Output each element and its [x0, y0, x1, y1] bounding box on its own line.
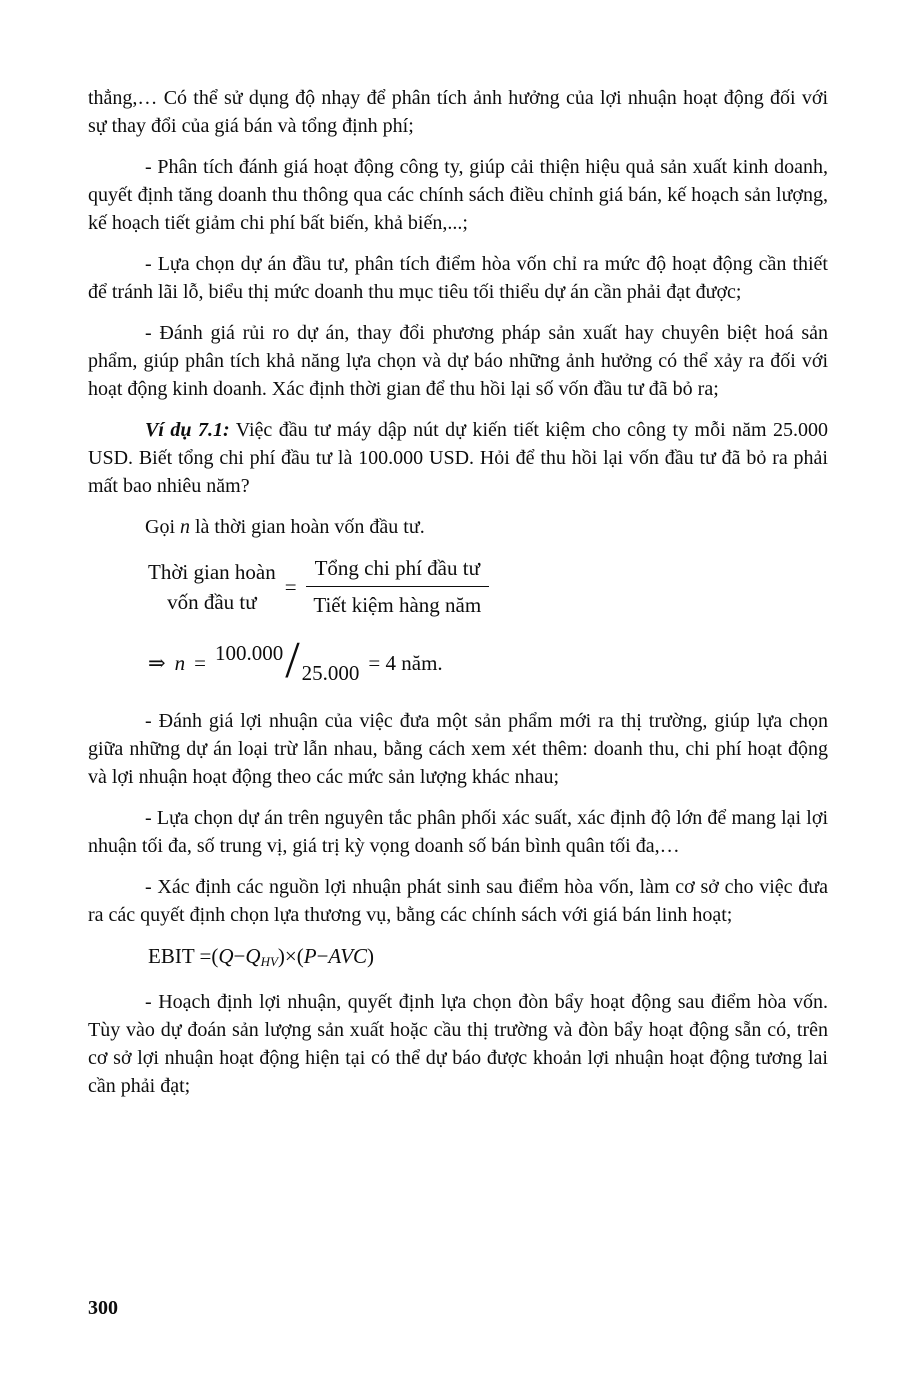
paragraph-profit-evaluation: - Đánh giá lợi nhuận của việc đưa một sản phẩm mới ra thị trường, giúp lựa chọn giữa những dự án loại trừ lẫn nhau, bằng cách xem xét thêm: doanh thu, chi phí hoạt động và lợi nhuận hoạt động theo các mức sản lượng khác nhau;	[88, 710, 828, 788]
equals-sign: =	[194, 651, 206, 675]
goi-n-post: là thời gian hoàn vốn đầu tư.	[190, 516, 425, 538]
formula-lhs-line1: Thời gian hoàn	[148, 559, 276, 584]
equals-sign: =	[284, 574, 297, 599]
open-paren: (	[211, 944, 219, 968]
paragraph-sensitivity: thẳng,… Có thể sử dụng độ nhạy để phân tích ảnh hưởng của lợi nhuận hoạt động đối với sự thay đổi của giá bán và tổng định phí;	[88, 87, 828, 137]
payback-period-formula	[148, 554, 828, 619]
close-paren: )	[277, 944, 285, 968]
variable-q-hv: Q	[245, 944, 261, 968]
paragraph-example-7-1	[88, 416, 828, 500]
goi-n-variable: n	[180, 516, 190, 538]
calc-denominator: 25.000	[301, 661, 360, 685]
goi-n-pre: Gọi	[145, 516, 180, 538]
fraction-numerator: Tổng chi phí đầu tư	[306, 554, 489, 587]
paragraph-profit-sources: - Xác định các nguồn lợi nhuận phát sinh sau điểm hòa vốn, làm cơ sở cho việc đưa ra các quyết định chọn lựa thương vụ, bằng các chính sách với giá bán linh hoạt;	[88, 876, 828, 926]
example-label: Ví dụ 7.1:	[145, 419, 230, 441]
paragraph-profit-planning: - Hoạch định lợi nhuận, quyết định lựa chọn đòn bẩy hoạt động sau điểm hòa vốn. Tùy vào dự đoán sản lượng sản xuất hoặc cầu thị trường và đòn bẩy hoạt động sẵn có, trên cơ sở lợi nhuận hoạt động hiện tại có thể dự báo được khoản lợi nhuận hoạt động tương lai cần phải đạt;	[88, 991, 828, 1097]
close-paren-2: )	[367, 944, 375, 968]
fraction-denominator: Tiết kiệm hàng năm	[313, 593, 482, 617]
calc-result: = 4 năm.	[368, 651, 443, 675]
formula-lhs-line2: vốn đầu tư	[167, 589, 257, 614]
times-sign: ×	[284, 944, 297, 968]
variable-n: n	[174, 651, 186, 675]
paragraph-project-selection: - Lựa chọn dự án đầu tư, phân tích điểm hòa vốn chỉ ra mức độ hoạt động cần thiết để tránh lãi lỗ, biểu thị mức doanh thu mục tiêu tối thiểu dự án cần phải đạt được;	[88, 253, 828, 303]
payback-calculation	[148, 632, 828, 689]
subscript-hv: HV	[260, 954, 278, 969]
open-paren-2: (	[296, 944, 304, 968]
page-number: 300	[88, 1297, 118, 1319]
variable-p: P	[303, 944, 317, 968]
minus-sign: −	[233, 944, 246, 968]
example-text: Việc đầu tư máy dập nút dự kiến tiết kiệm cho công ty mỗi năm 25.000 USD. Biết tổng chi phí đầu tư là 100.000 USD. Hỏi để thu hồi lại vốn đầu tư đã bỏ ra phải mất bao nhiêu năm?	[88, 419, 828, 497]
implies-arrow: ⇒	[148, 651, 166, 675]
minus-sign-2: −	[316, 944, 329, 968]
variable-q: Q	[218, 944, 234, 968]
fraction-slash: /	[285, 632, 300, 689]
variable-avc: AVC	[328, 944, 368, 968]
paragraph-company-analysis: - Phân tích đánh giá hoạt động công ty, giúp cải thiện hiệu quả sản xuất kinh doanh, quyết định tăng doanh thu thông qua các chính sách điều chỉnh giá bán, kế hoạch sản lượng, kế hoạch tiết giảm chi phí bất biến, khả biến,...;	[88, 156, 828, 234]
ebit-formula	[148, 942, 828, 970]
paragraph-risk-assessment: - Đánh giá rủi ro dự án, thay đổi phương pháp sản xuất hay chuyên biệt hoá sản phẩm, giúp phân tích khả năng lựa chọn và dự báo những ảnh hưởng có thể xảy ra đối với hoạt động kinh doanh. Xác định thời gian để thu hồi lại số vốn đầu tư đã bỏ ra;	[88, 322, 828, 400]
calc-numerator: 100.000	[214, 641, 284, 665]
paragraph-probability-selection: - Lựa chọn dự án trên nguyên tắc phân phối xác suất, xác định độ lớn để mang lại lợi nhuận tối đa, số trung vị, giá trị kỳ vọng doanh số bán bình quân tối đa,…	[88, 807, 828, 857]
paragraph-goi-n	[88, 513, 828, 541]
ebit-lhs: EBIT =	[148, 944, 212, 968]
formula-lhs-stack	[148, 557, 276, 617]
fraction	[306, 554, 489, 619]
